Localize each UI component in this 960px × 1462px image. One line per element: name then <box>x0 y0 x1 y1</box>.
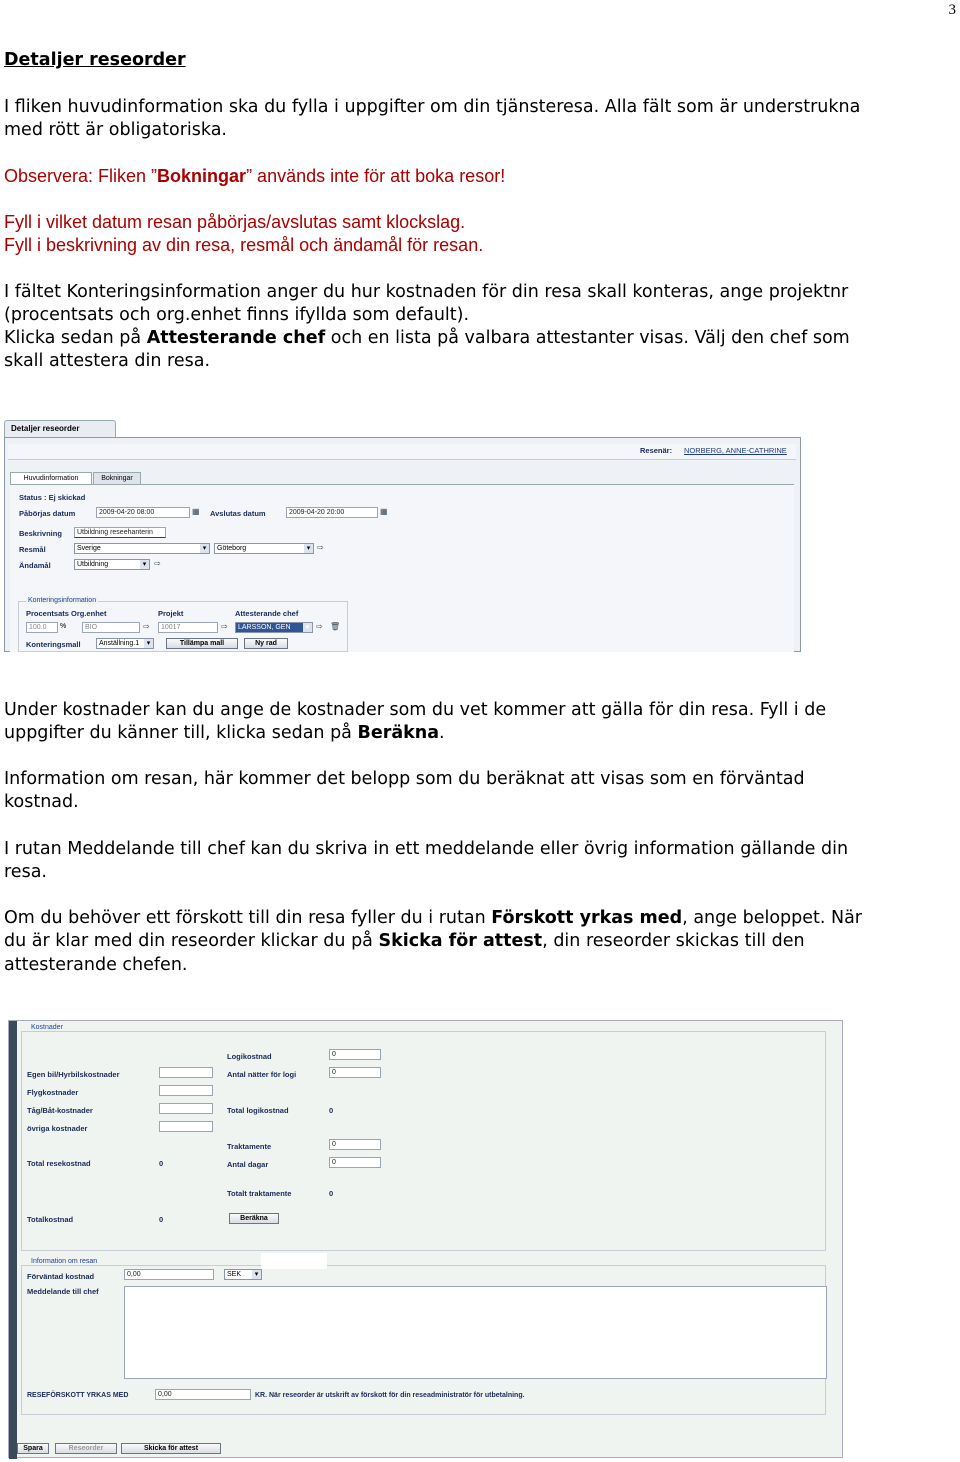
destination-label: Resmål <box>19 545 46 554</box>
advance-label: RESEFÖRSKOTT YRKAS MED <box>27 1392 129 1399</box>
lodging-label: Logikostnad <box>227 1052 272 1061</box>
costs-fieldset <box>21 1031 826 1251</box>
order-tab-title[interactable]: Detaljer reseorder <box>11 424 80 433</box>
allowance-input[interactable]: 0 <box>329 1139 381 1150</box>
add-destination-icon[interactable]: ⇨ <box>317 543 324 552</box>
lookup-icon[interactable]: ⇨ <box>143 622 150 631</box>
lodging-input[interactable]: 0 <box>329 1049 381 1060</box>
total-lodging-value: 0 <box>329 1106 334 1115</box>
nights-label: Antal nätter för logi <box>227 1070 297 1079</box>
template-select[interactable]: Anställning.1 ▾ <box>96 638 154 649</box>
traveler-label: Resenär: <box>640 446 673 455</box>
total-travel-value: 0 <box>159 1159 164 1168</box>
message-label: Meddelande till chef <box>27 1287 99 1296</box>
allowance-label: Traktamente <box>227 1142 272 1151</box>
purpose-select[interactable]: Utbildning ▾ <box>74 559 150 570</box>
other-cost-label: övriga kostnader <box>27 1124 88 1133</box>
purpose-label: Ändamål <box>19 561 51 570</box>
city-select[interactable]: Göteborg ▾ <box>214 543 314 554</box>
description-instruction: Fyll i beskrivning av din resa, resmål och ändamål för resan. <box>4 235 484 255</box>
send-for-approval-button[interactable]: Skicka för attest <box>121 1443 221 1454</box>
train-cost-label: Tåg/Båt-kostnader <box>27 1106 93 1115</box>
nights-input[interactable]: 0 <box>329 1067 381 1078</box>
cost-line-2: uppgifter du känner till, klicka sedan på Beräkna. <box>4 723 445 743</box>
info-legend: Information om resan <box>31 1258 98 1265</box>
screenshot-order-details <box>4 420 801 652</box>
car-cost-input[interactable] <box>159 1067 213 1078</box>
approver-select[interactable]: LARSSON, GEN ▾ <box>235 622 313 633</box>
project-input[interactable]: 10017 <box>158 622 218 633</box>
total-travel-label: Total resekostnad <box>27 1159 91 1168</box>
total-lodging-label: Total logikostnad <box>227 1106 289 1115</box>
org-unit-input[interactable]: BIO <box>82 622 140 633</box>
start-date-label: Påbörjas datum <box>19 509 76 518</box>
col-percent-org: Procentsats Org.enhet <box>26 609 107 618</box>
advance-line-1: Om du behöver ett förskott till din resa fyller du i rutan Förskott yrkas med, ange beloppet. När <box>4 908 863 928</box>
cost-line-1: Under kostnader kan du ange de kostnader som du vet kommer att gälla för din resa. Fyll i de <box>4 700 827 720</box>
flight-cost-label: Flygkostnader <box>27 1088 79 1097</box>
total-cost-label: Totalkostnad <box>27 1215 74 1224</box>
end-date-input[interactable]: 2009-04-20 20:00 <box>286 507 378 518</box>
train-cost-input[interactable] <box>159 1103 213 1114</box>
description-label: Beskrivning <box>19 529 62 538</box>
currency-select[interactable]: SEK ▾ <box>224 1269 262 1280</box>
new-row-button[interactable]: Ny rad <box>244 638 288 649</box>
tab-main-info[interactable]: Huvudinformation <box>10 472 92 485</box>
observe-line: Observera: Fliken ”Bokningar” används inte för att boka resor! <box>4 166 506 186</box>
percent-sign: % <box>60 623 67 630</box>
save-button[interactable]: Spara <box>17 1443 49 1454</box>
info-line-1: Information om resan, här kommer det belopp som du beräknat att visas som en förväntad <box>4 769 805 789</box>
days-input[interactable]: 0 <box>329 1157 381 1168</box>
trash-icon[interactable]: 🗑 <box>330 622 341 631</box>
intro-line-2: med rött är obligatoriska. <box>4 120 227 140</box>
kontering-legend: Konteringsinformation <box>28 597 97 604</box>
days-label: Antal dagar <box>227 1160 269 1169</box>
intro-line-1: I fliken huvudinformation ska du fylla i uppgifter om din tjänsteresa. Alla fält som är understrukna <box>4 97 861 117</box>
total-cost-value: 0 <box>159 1215 164 1224</box>
status-text: Status : Ej skickad <box>19 493 86 502</box>
car-cost-label: Egen bil/Hyrbilskostnader <box>27 1070 120 1079</box>
expected-cost-input: 0,00 <box>124 1269 214 1280</box>
calendar-icon[interactable]: ▦ <box>192 507 200 516</box>
flight-cost-input[interactable] <box>159 1085 213 1096</box>
advance-note: KR. När reseorder är utskrift av förskott för din reseadministratör för utbetalning. <box>255 1392 525 1399</box>
traveler-name[interactable]: NORBERG, ANNE-CATHRINE <box>684 446 787 455</box>
costs-legend: Kostnader <box>31 1024 63 1031</box>
other-cost-input[interactable] <box>159 1121 213 1132</box>
apply-template-button[interactable]: Tillämpa mall <box>166 638 238 649</box>
message-line-2: resa. <box>4 862 47 882</box>
advance-line-3: attesterande chefen. <box>4 955 188 975</box>
lookup-icon[interactable]: ⇨ <box>316 622 323 631</box>
template-label: Konteringsmall <box>26 640 81 649</box>
total-allowance-label: Totalt traktamente <box>227 1189 292 1198</box>
message-line-1: I rutan Meddelande till chef kan du skriva in ett meddelande eller övrig information gällande din <box>4 839 849 859</box>
advance-line-2: du är klar med din reseorder klickar du på Skicka för attest, din reseorder skickas till den <box>4 931 805 951</box>
attest-line-1: Klicka sedan på Attesterande chef och en lista på valbara attestanter visas. Välj den chef som <box>4 328 850 348</box>
page-number: 3 <box>948 2 956 18</box>
kontering-line-2: (procentsats och org.enhet finns ifyllda som default). <box>4 305 470 325</box>
expected-cost-label: Förväntad kostnad <box>27 1272 95 1281</box>
total-allowance-value: 0 <box>329 1189 334 1198</box>
country-select[interactable]: Sverige ▾ <box>74 543 210 554</box>
date-instruction: Fyll i vilket datum resan påbörjas/avslutas samt klockslag. <box>4 212 466 232</box>
description-input[interactable]: Utbildning reseehanterin <box>74 527 166 538</box>
calendar-icon[interactable]: ▦ <box>380 507 388 516</box>
message-textarea[interactable] <box>124 1286 827 1379</box>
end-date-label: Avslutas datum <box>210 509 266 518</box>
percent-input[interactable]: 100.0 <box>26 622 58 633</box>
advance-input[interactable]: 0,00 <box>155 1389 251 1400</box>
col-approver: Attesterande chef <box>235 609 299 618</box>
info-line-2: kostnad. <box>4 792 79 812</box>
attest-line-2: skall attestera din resa. <box>4 351 211 371</box>
tab-bookings[interactable]: Bokningar <box>93 472 141 485</box>
lookup-icon[interactable]: ⇨ <box>221 622 228 631</box>
section-heading: Detaljer reseorder <box>4 50 186 70</box>
calculate-button[interactable]: Beräkna <box>229 1213 279 1224</box>
start-date-input[interactable]: 2009-04-20 08:00 <box>96 507 190 518</box>
reseorder-button: Reseorder <box>55 1443 117 1454</box>
screenshot-costs <box>8 1020 843 1458</box>
kontering-line-1: I fältet Konteringsinformation anger du hur kostnaden för din resa skall konteras, ange projektnr <box>4 282 849 302</box>
add-purpose-icon[interactable]: ⇨ <box>154 559 161 568</box>
col-project: Projekt <box>158 609 184 618</box>
